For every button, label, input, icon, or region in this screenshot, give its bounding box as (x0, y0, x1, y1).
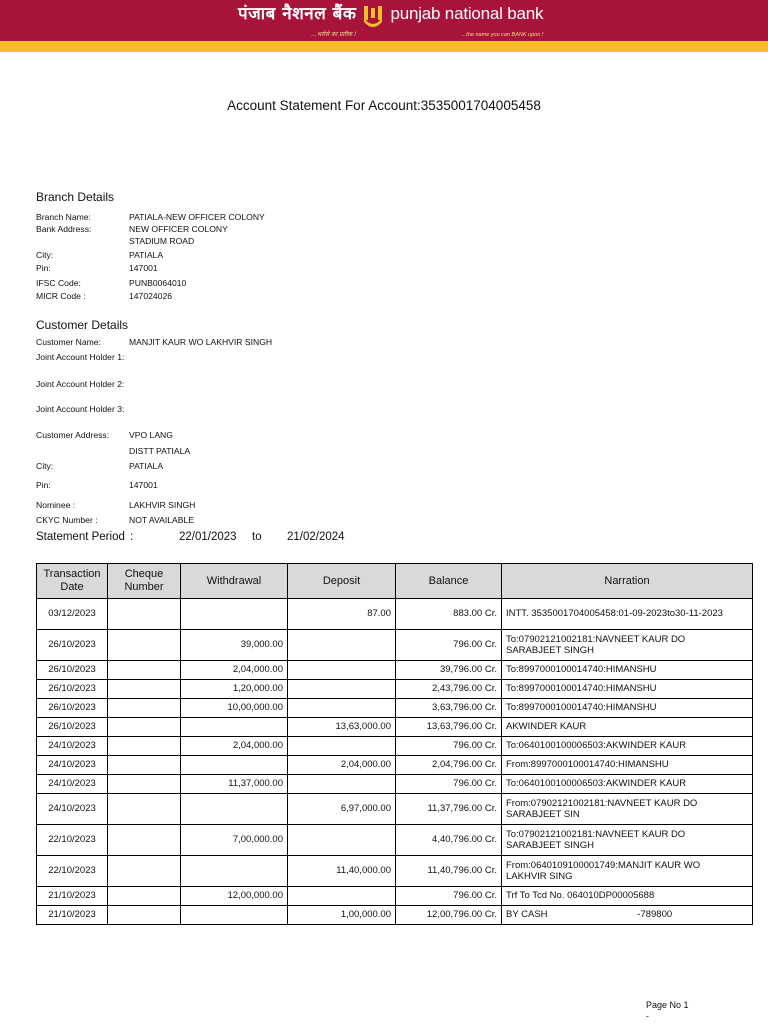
narration-line1: To:07902121002181:NAVNEET KAUR DO (506, 828, 686, 840)
narration-line1: From:0640109100001749:MANJIT KAUR WO (506, 859, 701, 871)
table-row (37, 599, 753, 630)
cell-cheque-number (108, 718, 181, 737)
statement-period-label: Statement Period (36, 531, 125, 543)
joint-holder-3-label: Joint Account Holder 3: (36, 404, 125, 414)
cell-cheque-number (108, 599, 181, 630)
cell-date: 24/10/2023 (37, 737, 108, 756)
micr-value: 147024026 (129, 291, 173, 301)
cell-cheque-number (108, 756, 181, 775)
brand-hindi-tagline: ...भरोसे का प्रतीक ! (311, 31, 357, 38)
header-balance: Balance (396, 564, 502, 599)
header-stripe (0, 41, 768, 52)
cell-narration (502, 756, 753, 775)
brand-english-tagline: ...the name you can BANK upon ! (461, 32, 544, 38)
cell-balance: 796.00 Cr. (396, 775, 502, 794)
customer-address-label: Customer Address: (36, 430, 110, 440)
ckyc-label: CKYC Number : (36, 515, 98, 525)
cell-balance: 4,40,796.00 Cr. (396, 825, 502, 856)
cell-deposit (288, 887, 396, 906)
cell-cheque-number (108, 794, 181, 825)
header-cheque-line1: Cheque (124, 568, 164, 580)
table-row (37, 756, 753, 775)
cell-deposit (288, 825, 396, 856)
statement-title: Account Statement For Account:3535001704005458 (227, 98, 541, 113)
customer-pin-label: Pin: (36, 480, 51, 490)
customer-address-line1: VPO LANG (129, 430, 173, 440)
cell-deposit: 1,00,000.00 (288, 906, 396, 925)
cell-withdrawal: 11,37,000.00 (181, 775, 288, 794)
brand-english-text: punjab national bank (390, 4, 544, 23)
cell-withdrawal (181, 599, 288, 630)
branch-pin-label: Pin: (36, 263, 51, 273)
customer-name-value: MANJIT KAUR WO LAKHVIR SINGH (129, 337, 273, 347)
bank-brand (238, 3, 543, 37)
cell-withdrawal (181, 856, 288, 887)
cell-narration (502, 825, 753, 856)
customer-address-line2: DISTT PATIALA (129, 446, 191, 456)
statement-period-to-label: to (252, 531, 262, 543)
header-deposit: Deposit (288, 564, 396, 599)
branch-city-label: City: (36, 250, 54, 260)
cell-date: 26/10/2023 (37, 630, 108, 661)
cell-withdrawal (181, 906, 288, 925)
cell-balance: 883.00 Cr. (396, 599, 502, 630)
cell-deposit (288, 661, 396, 680)
cell-withdrawal: 7,00,000.00 (181, 825, 288, 856)
cell-cheque-number (108, 775, 181, 794)
cell-date: 24/10/2023 (37, 775, 108, 794)
narration-line1: To:8997000100014740:HIMANSHU (506, 664, 657, 676)
narration-line1: To:0640100100006503:AKWINDER KAUR (506, 740, 687, 752)
micr-label: MICR Code : (36, 291, 86, 301)
table-row (37, 887, 753, 906)
cell-withdrawal: 2,04,000.00 (181, 661, 288, 680)
page-dash: - (646, 1011, 649, 1021)
cell-cheque-number (108, 630, 181, 661)
header-date-line2: Date (60, 581, 84, 593)
cell-date: 26/10/2023 (37, 699, 108, 718)
cell-withdrawal (181, 756, 288, 775)
narration-line1: INTT. 3535001704005458:01-09-2023to30-11-2023 (506, 608, 723, 620)
table-row (37, 737, 753, 756)
table-header-row (37, 564, 753, 599)
header-narration: Narration (502, 564, 753, 599)
customer-city-value: PATIALA (129, 461, 164, 471)
ckyc-value: NOT AVAILABLE (129, 515, 194, 525)
narration-line1: From:07902121002181:NAVNEET KAUR DO (506, 797, 698, 809)
cell-date: 24/10/2023 (37, 756, 108, 775)
ifsc-label: IFSC Code: (36, 278, 81, 288)
bank-address-line2: STADIUM ROAD (129, 236, 195, 246)
nominee-label: Nominee : (36, 500, 76, 510)
cell-cheque-number (108, 856, 181, 887)
cell-withdrawal: 39,000.00 (181, 630, 288, 661)
cell-date: 22/10/2023 (37, 825, 108, 856)
branch-pin-value: 147001 (129, 263, 158, 273)
cell-cheque-number (108, 699, 181, 718)
cell-balance: 796.00 Cr. (396, 737, 502, 756)
cell-narration (502, 599, 753, 630)
cell-date: 26/10/2023 (37, 680, 108, 699)
cell-withdrawal (181, 794, 288, 825)
cell-deposit: 87.00 (288, 599, 396, 630)
cell-deposit: 2,04,000.00 (288, 756, 396, 775)
cell-deposit (288, 680, 396, 699)
narration-line1: Trf To Tcd No. 064010DP00005688 (506, 890, 655, 902)
narration-line1: To:07902121002181:NAVNEET KAUR DO (506, 633, 686, 645)
cell-date: 21/10/2023 (37, 906, 108, 925)
cell-narration (502, 718, 753, 737)
cell-deposit: 13,63,000.00 (288, 718, 396, 737)
cell-deposit (288, 775, 396, 794)
cell-withdrawal: 12,00,000.00 (181, 887, 288, 906)
customer-pin-value: 147001 (129, 480, 158, 490)
brand-english-name (390, 3, 544, 38)
bank-address-label: Bank Address: (36, 224, 92, 234)
page-number: Page No 1 (646, 1000, 689, 1010)
table-row (37, 718, 753, 737)
statement-period-to: 21/02/2024 (287, 531, 345, 543)
header-date-line1: Transaction (43, 568, 101, 580)
customer-city-label: City: (36, 461, 54, 471)
cell-date: 21/10/2023 (37, 887, 108, 906)
header-cheque-line2: Number (124, 581, 164, 593)
pnb-logo-icon (362, 4, 384, 28)
header-cheque-number (108, 564, 181, 599)
cell-withdrawal: 1,20,000.00 (181, 680, 288, 699)
cell-date: 22/10/2023 (37, 856, 108, 887)
cell-cheque-number (108, 661, 181, 680)
table-row (37, 680, 753, 699)
cell-date: 26/10/2023 (37, 661, 108, 680)
joint-holder-1-label: Joint Account Holder 1: (36, 352, 125, 362)
table-row (37, 699, 753, 718)
cell-deposit: 6,97,000.00 (288, 794, 396, 825)
cell-date: 03/12/2023 (37, 599, 108, 630)
transactions-table (36, 563, 753, 925)
cell-balance: 39,796.00 Cr. (396, 661, 502, 680)
cell-balance: 2,04,796.00 Cr. (396, 756, 502, 775)
customer-details-heading: Customer Details (36, 318, 129, 332)
narration-line2: SARABJEET SINGH (506, 645, 594, 656)
cell-withdrawal: 10,00,000.00 (181, 699, 288, 718)
cell-narration (502, 661, 753, 680)
cell-withdrawal: 2,04,000.00 (181, 737, 288, 756)
cell-cheque-number (108, 680, 181, 699)
cell-cheque-number (108, 906, 181, 925)
brand-hindi-text: पंजाब नैशनल बैंक (238, 4, 357, 24)
cell-balance: 796.00 Cr. (396, 630, 502, 661)
cell-narration (502, 887, 753, 906)
brand-hindi-name (238, 3, 357, 38)
cell-narration (502, 775, 753, 794)
cell-narration (502, 630, 753, 661)
cell-date: 26/10/2023 (37, 718, 108, 737)
cell-cheque-number (108, 825, 181, 856)
narration-line2: SARABJEET SIN (506, 809, 580, 820)
table-row (37, 825, 753, 856)
branch-name-label: Branch Name: (36, 212, 91, 222)
cell-balance: 2,43,796.00 Cr. (396, 680, 502, 699)
cell-balance: 13,63,796.00 Cr. (396, 718, 502, 737)
cell-balance: 11,40,796.00 Cr. (396, 856, 502, 887)
cell-narration (502, 856, 753, 887)
cell-deposit (288, 737, 396, 756)
cell-narration (502, 699, 753, 718)
cell-withdrawal (181, 718, 288, 737)
cell-narration (502, 680, 753, 699)
cell-narration (502, 737, 753, 756)
cell-cheque-number (108, 887, 181, 906)
cell-deposit (288, 630, 396, 661)
customer-name-label: Customer Name: (36, 337, 101, 347)
table-row (37, 856, 753, 887)
narration-line1: AKWINDER KAUR (506, 721, 587, 733)
table-row (37, 775, 753, 794)
table-row (37, 906, 753, 925)
ifsc-value: PUNB0064010 (129, 278, 187, 288)
cell-cheque-number (108, 737, 181, 756)
cell-deposit (288, 699, 396, 718)
table-row (37, 661, 753, 680)
cell-narration (502, 794, 753, 825)
branch-city-value: PATIALA (129, 250, 164, 260)
branch-name-value: PATIALA-NEW OFFICER COLONY (129, 212, 265, 222)
nominee-value: LAKHVIR SINGH (129, 500, 196, 510)
narration-line1: To:0640100100006503:AKWINDER KAUR (506, 778, 687, 790)
narration-line1: From:8997000100014740:HIMANSHU (506, 759, 669, 771)
table-row (37, 630, 753, 661)
narration-line1: To:8997000100014740:HIMANSHU (506, 683, 657, 695)
branch-details-heading: Branch Details (36, 190, 115, 204)
transactions-body (37, 599, 753, 925)
narration-line2: SARABJEET SINGH (506, 840, 594, 851)
table-row (37, 794, 753, 825)
header-withdrawal: Withdrawal (181, 564, 288, 599)
cell-balance: 11,37,796.00 Cr. (396, 794, 502, 825)
statement-period-from: 22/01/2023 (179, 531, 237, 543)
cell-narration (502, 906, 753, 925)
cell-balance: 3,63,796.00 Cr. (396, 699, 502, 718)
narration-line1: To:8997000100014740:HIMANSHU (506, 702, 657, 714)
header-transaction-date (37, 564, 108, 599)
joint-holder-2-label: Joint Account Holder 2: (36, 379, 125, 389)
cell-balance: 12,00,796.00 Cr. (396, 906, 502, 925)
cell-deposit: 11,40,000.00 (288, 856, 396, 887)
bank-address-line1: NEW OFFICER COLONY (129, 224, 228, 234)
narration-line1: BY CASH -789800 (506, 909, 673, 921)
cell-balance: 796.00 Cr. (396, 887, 502, 906)
cell-date: 24/10/2023 (37, 794, 108, 825)
statement-period-colon: : (130, 531, 134, 543)
narration-line2: LAKHVIR SING (506, 871, 573, 882)
